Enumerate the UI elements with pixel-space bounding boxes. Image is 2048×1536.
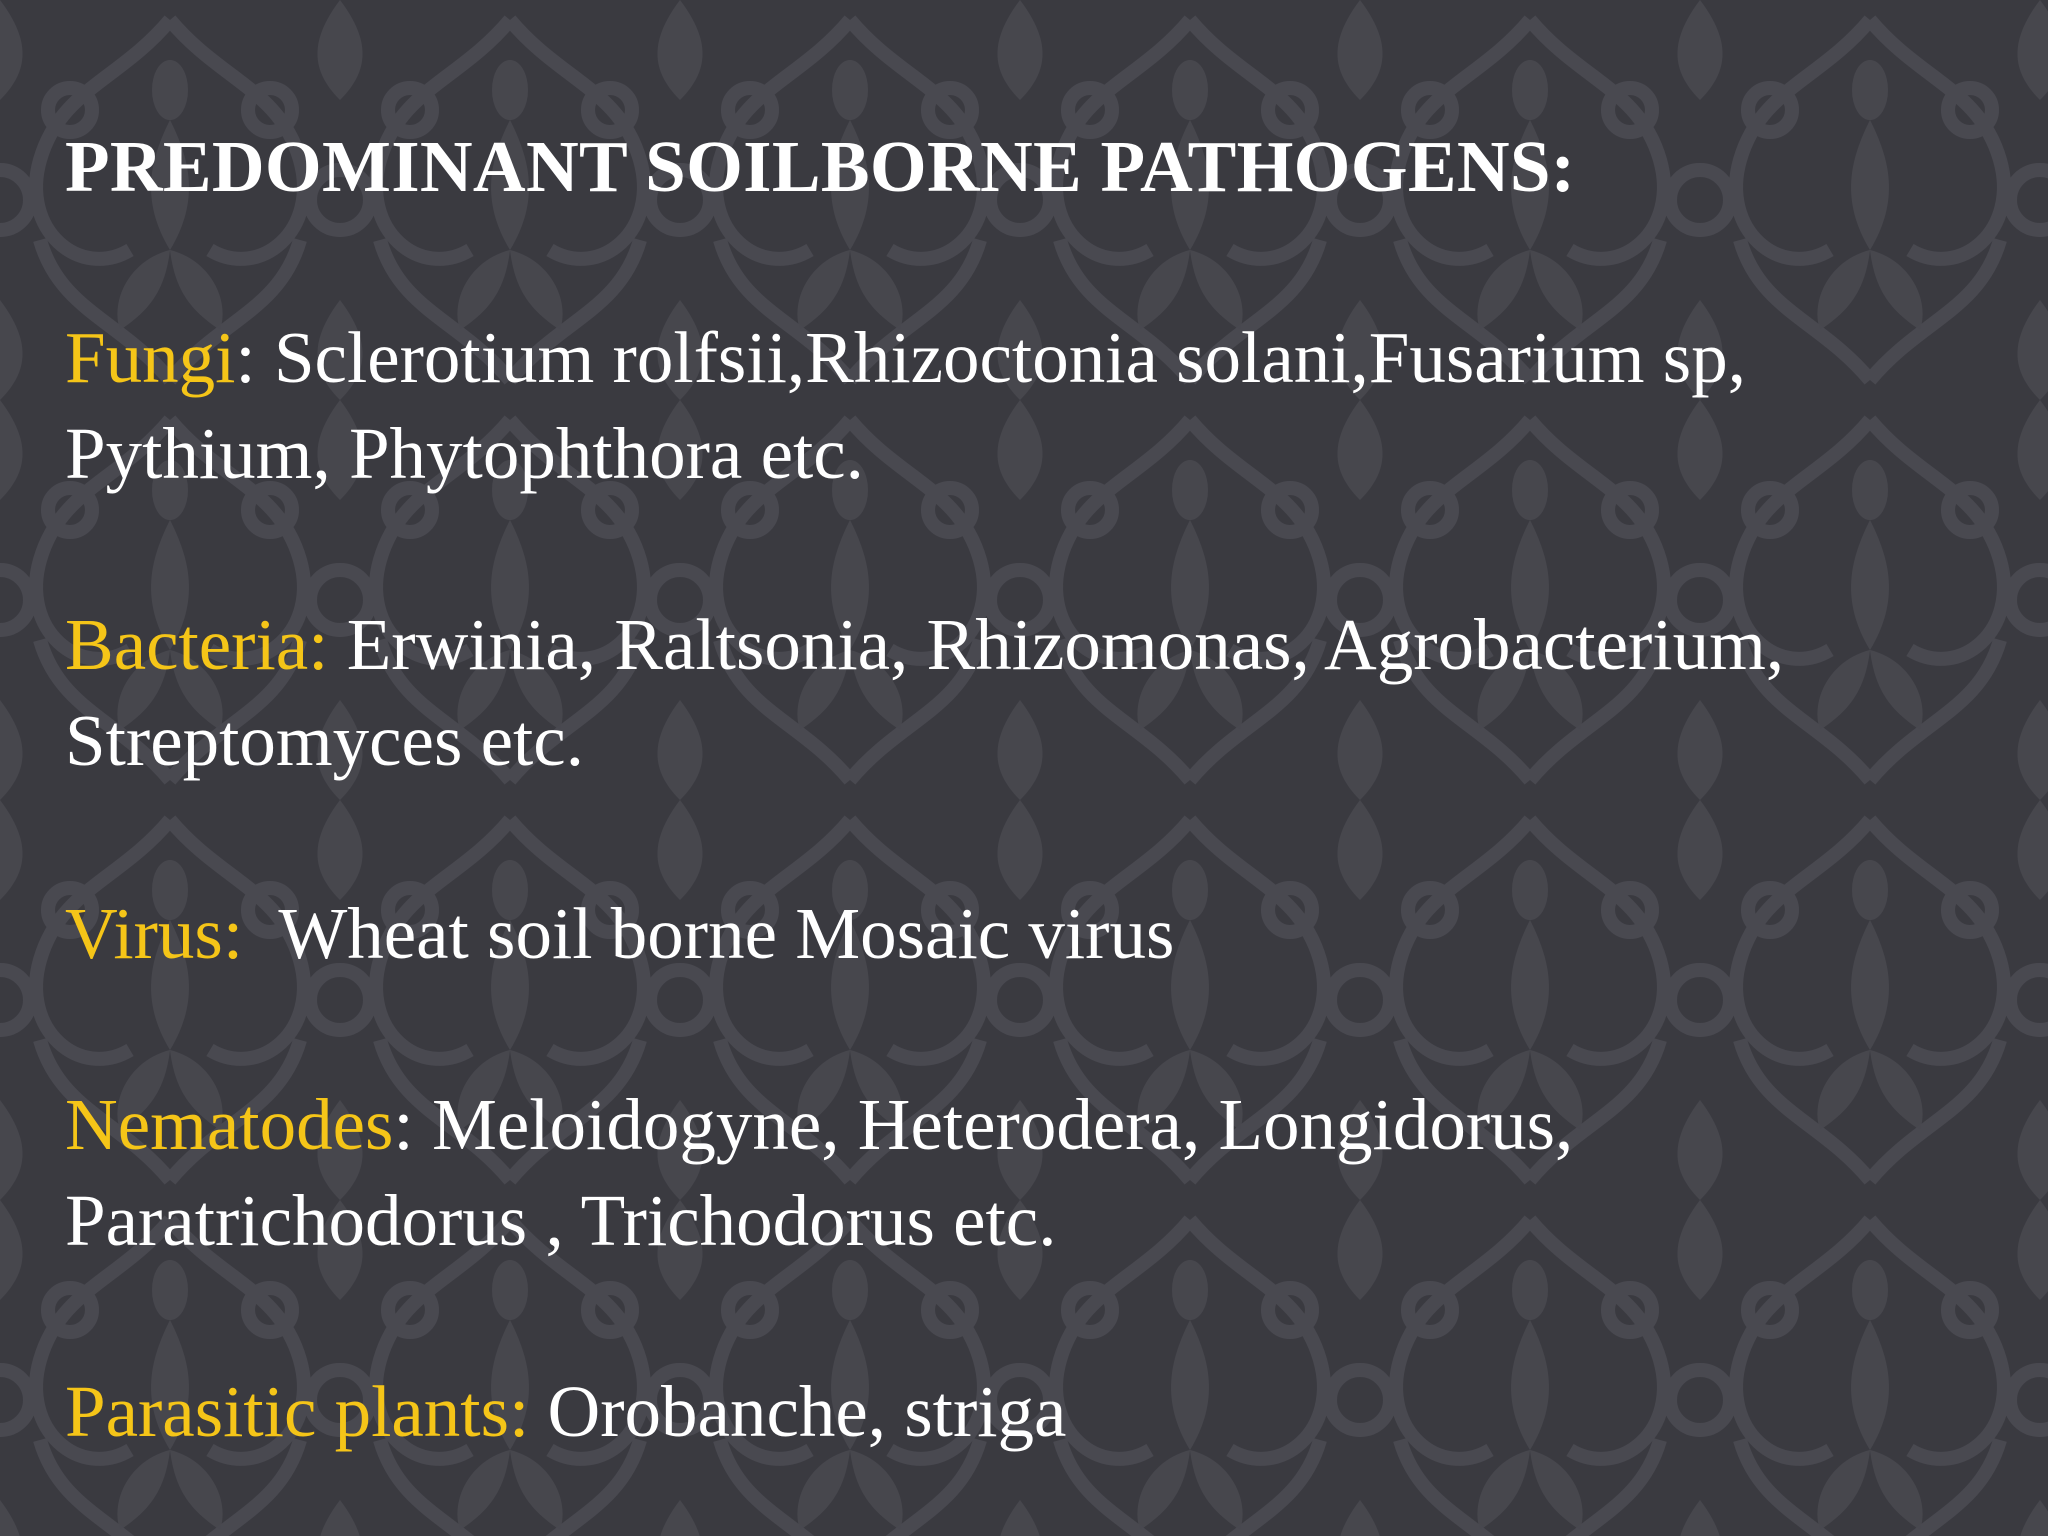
category-fungi-line1: Fungi: Sclerotium rolfsii,Rhizoctonia solani,Fusarium sp,: [65, 317, 1746, 398]
category-parasitic-plants: [65, 1364, 1066, 1460]
category-virus: [65, 886, 1174, 982]
category-items: Orobanche, striga: [547, 1371, 1067, 1452]
category-label: Bacteria:: [65, 604, 329, 685]
category-bacteria: [65, 597, 1784, 789]
category-bacteria-line1: [65, 597, 1784, 693]
slide-title: PREDOMINANT SOILBORNE PATHOGENS:: [65, 126, 1576, 207]
category-items: Sclerotium rolfsii,Rhizoctonia solani,Fusarium sp,: [273, 317, 1746, 398]
category-label: Nematodes: [65, 1084, 394, 1165]
category-label: Fungi: [65, 317, 236, 398]
category-items: Erwinia, Raltsonia, Rhizomonas, Agrobacterium,: [346, 604, 1785, 685]
category-nematodes-line1: Nematodes: Meloidogyne, Heterodera, Longidorus,: [65, 1084, 1574, 1165]
category-nematodes-line2: Paratrichodorus , Trichodorus etc.: [65, 1180, 1057, 1261]
category-fungi: [65, 310, 1746, 502]
category-bacteria-line2: Streptomyces etc.: [65, 700, 584, 781]
category-parasitic-plants-line1: [65, 1364, 1066, 1460]
category-virus-line1: [65, 886, 1174, 982]
category-label: Virus:: [65, 893, 244, 974]
category-fungi-line2: Pythium, Phytophthora etc.: [65, 413, 864, 494]
category-items: Wheat soil borne Mosaic virus: [278, 893, 1175, 974]
category-nematodes: [65, 1077, 1573, 1269]
category-items: Meloidogyne, Heterodera, Longidorus,: [431, 1084, 1574, 1165]
category-label: Parasitic plants:: [65, 1371, 530, 1452]
